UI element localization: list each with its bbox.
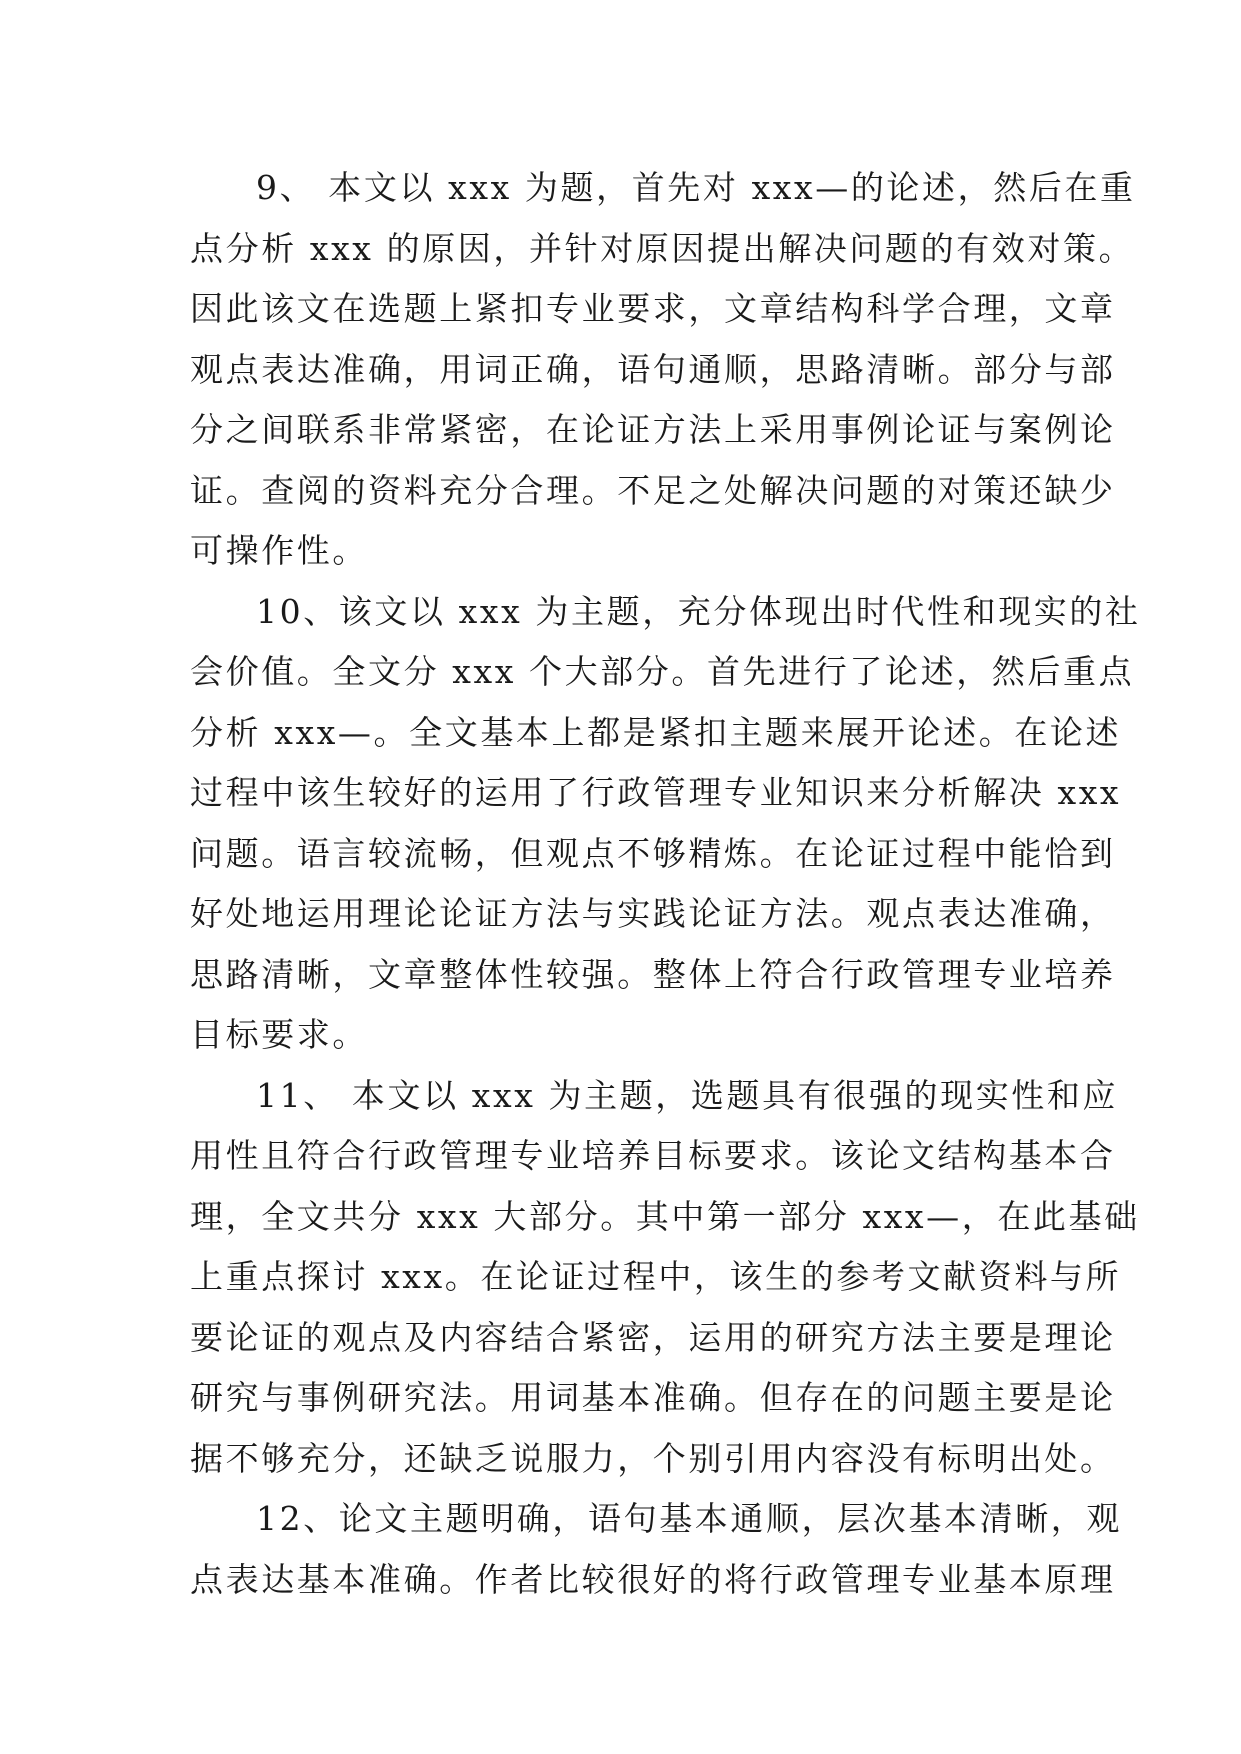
text-line: 目标要求。 <box>190 1015 368 1054</box>
text-line: 上重点探讨 xxx。在论证过程中，该生的参考文献资料与所 <box>190 1257 1122 1296</box>
text-line: 点表达基本准确。作者比较很好的将行政管理专业基本原理 <box>190 1559 1116 1599</box>
document-body <box>190 158 1141 1610</box>
paragraph-11 <box>190 1066 1140 1490</box>
text-line: 12、论文主题明确，语句基本通顺，层次基本清晰，观 <box>256 1499 1122 1538</box>
text-line: 10、该文以 xxx 为主题，充分体现出时代性和现实的社 <box>256 591 1141 631</box>
text-line: 证。查阅的资料充分合理。不足之处解决问题的对策还缺少 <box>190 470 1116 510</box>
text-line: 过程中该生较好的运用了行政管理专业知识来分析解决 xxx <box>190 773 1122 812</box>
paragraph-10 <box>190 582 1141 1066</box>
paragraph-9 <box>190 158 1136 582</box>
text-line: 分析 xxx—。全文基本上都是紧扣主题来展开论述。在论述 <box>190 712 1122 752</box>
text-line: 可操作性。 <box>190 531 368 570</box>
text-line: 好处地运用理论论证方法与实践论证方法。观点表达准确， <box>190 894 1116 933</box>
text-line: 观点表达准确，用词正确，语句通顺，思路清晰。部分与部 <box>190 349 1116 389</box>
paragraph-12 <box>190 1489 1122 1610</box>
text-line: 问题。语言较流畅，但观点不够精炼。在论证过程中能恰到 <box>190 833 1116 873</box>
text-line: 思路清晰，文章整体性较强。整体上符合行政管理专业培养 <box>190 954 1116 994</box>
text-line: 用性且符合行政管理专业培养目标要求。该论文结构基本合 <box>190 1136 1116 1175</box>
text-line: 研究与事例研究法。用词基本准确。但存在的问题主要是论 <box>190 1378 1116 1417</box>
text-line: 会价值。全文分 xxx 个大部分。首先进行了论述，然后重点 <box>190 652 1135 691</box>
text-line: 分之间联系非常紧密，在论证方法上采用事例论证与案例论 <box>190 410 1116 449</box>
text-line: 要论证的观点及内容结合紧密，运用的研究方法主要是理论 <box>190 1317 1116 1357</box>
text-line: 理，全文共分 xxx 大部分。其中第一部分 xxx—，在此基础 <box>190 1196 1140 1236</box>
text-line: 11、 本文以 xxx 为主题，选题具有很强的现实性和应 <box>256 1075 1119 1115</box>
text-line: 9、 本文以 xxx 为题，首先对 xxx—的论述，然后在重 <box>256 168 1136 207</box>
text-line: 因此该文在选题上紧扣专业要求，文章结构科学合理，文章 <box>190 289 1116 328</box>
text-line: 据不够充分，还缺乏说服力，个别引用内容没有标明出处。 <box>190 1438 1116 1478</box>
text-line: 点分析 xxx 的原因，并针对原因提出解决问题的有效对策。 <box>190 228 1135 268</box>
